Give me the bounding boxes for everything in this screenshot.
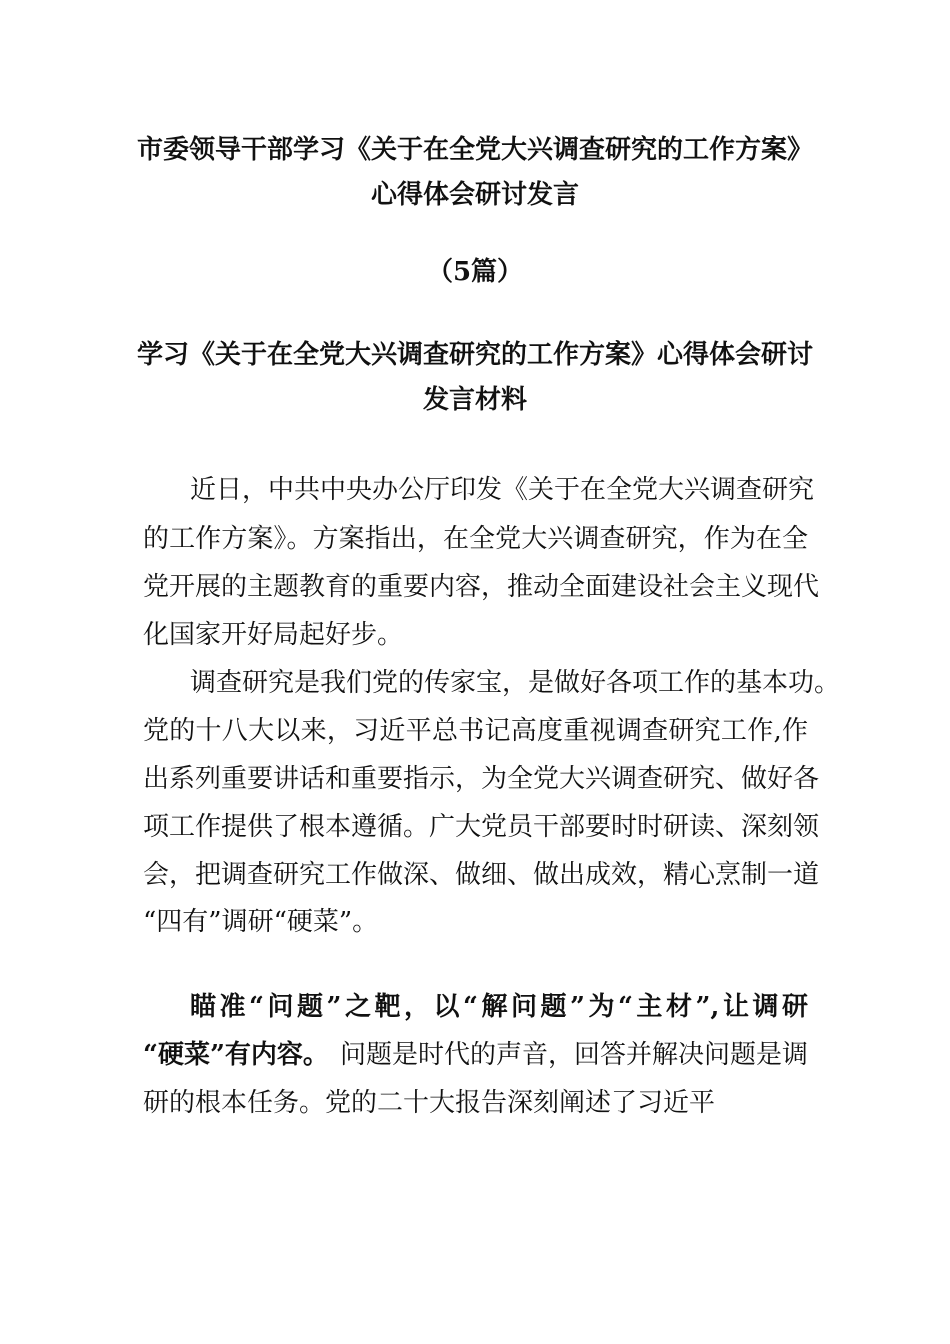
section-title-line-1: 学习《关于在全党大兴调查研究的工作方案》心得体会研讨 — [136, 340, 813, 370]
document-count: （5篇） — [426, 257, 524, 287]
paragraph-line: 党开展的主题教育的重要内容，推动全面建设社会主义现代 — [143, 572, 820, 602]
paragraph-line — [143, 1037, 808, 1073]
paragraph-line: 的工作方案》。方案指出，在全党大兴调查研究，作为在全 — [143, 524, 808, 554]
paragraph-line: 近日，中共中央办公厅印发《关于在全党大兴调查研究 — [190, 475, 815, 505]
document-title-line-1: 市委领导干部学习《关于在全党大兴调查研究的工作方案》 — [136, 135, 813, 165]
section-title-line-2: 发言材料 — [422, 385, 527, 415]
paragraph-text: 问题是时代的声音，回答并解决问题是调 — [339, 1040, 808, 1070]
paragraph-line: 出系列重要讲话和重要指示，为全党大兴调查研究、做好各 — [143, 764, 820, 794]
document-title-line-2: 心得体会研讨发言 — [370, 180, 579, 210]
paragraph-line: 研的根本任务。党的二十大报告深刻阐述了习近平 — [143, 1088, 716, 1118]
paragraph-line: 项工作提供了根本遵循。广大党员干部要时时研读、深刻领 — [143, 812, 820, 842]
paragraph-line: 化国家开好局起好步。 — [143, 620, 404, 650]
paragraph-bold-heading-end: “硬菜”有内容。 — [143, 1040, 329, 1070]
paragraph-line: 会，把调查研究工作做深、做细、做出成效，精心烹制一道 — [143, 860, 820, 890]
paragraph-line: 党的十八大以来，习近平总书记高度重视调查研究工作,作 — [143, 716, 808, 746]
paragraph-bold-heading: 瞄准“问题”之靶，以“解问题”为“主材”,让调研 — [190, 992, 808, 1022]
paragraph-line: “四有”调研“硬菜”。 — [143, 907, 379, 937]
paragraph-line: 调查研究是我们党的传家宝，是做好各项工作的基本功。 — [190, 668, 841, 698]
